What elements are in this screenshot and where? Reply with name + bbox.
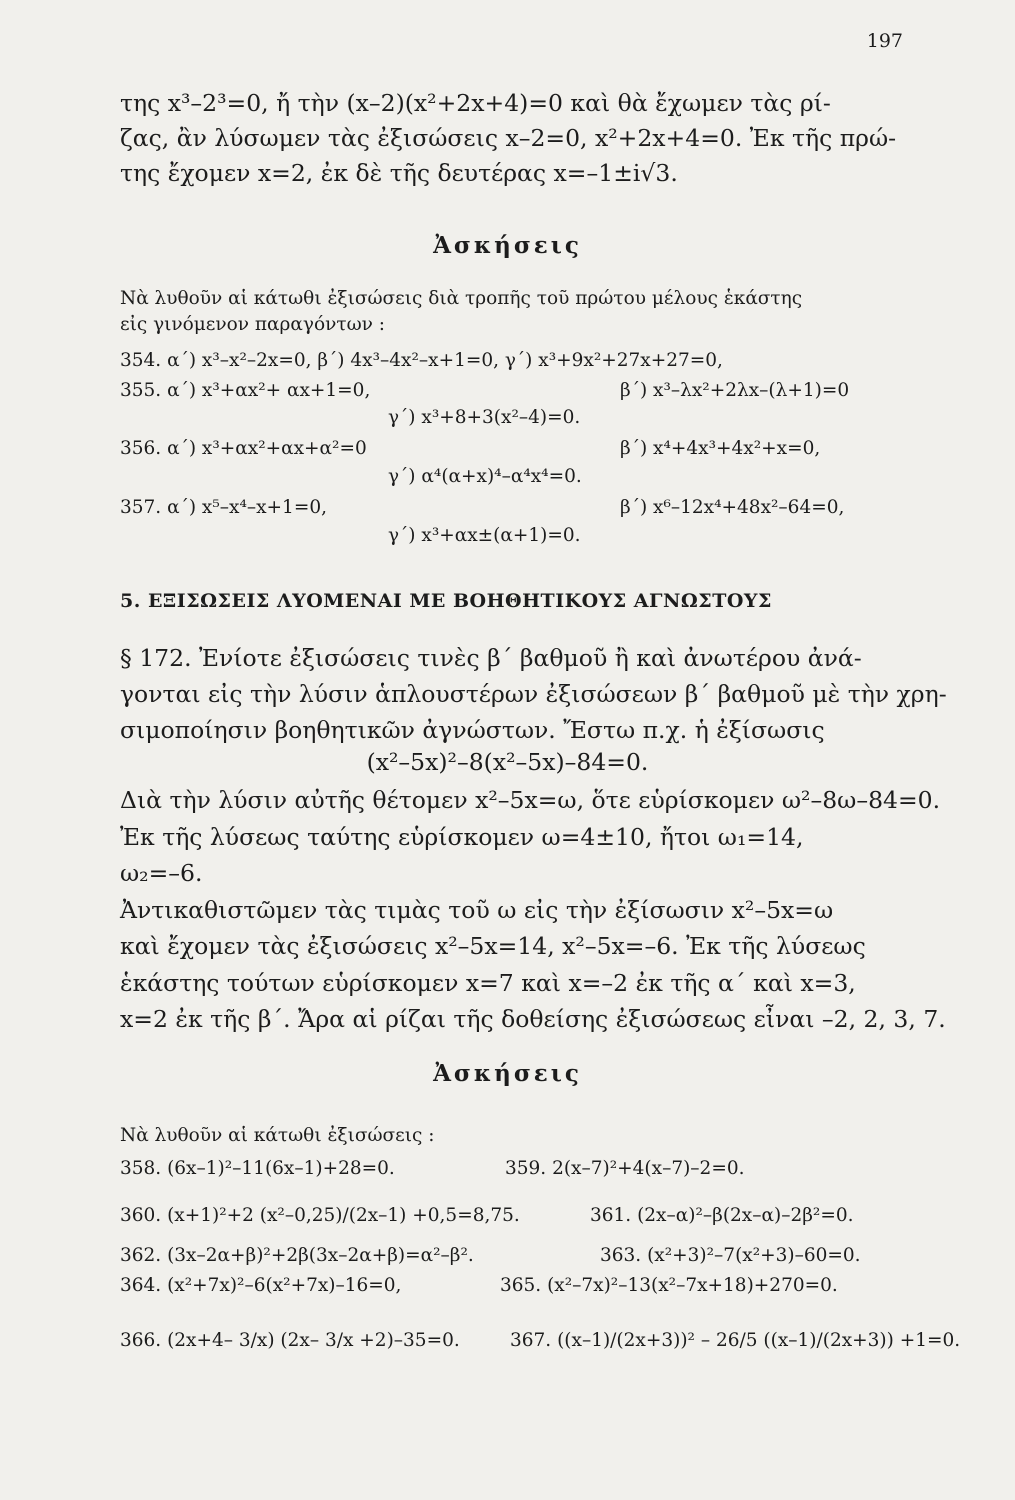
exercise-right: γ΄) α⁴(α+x)⁴–α⁴x⁴=0. (388, 466, 582, 487)
exercise-row (120, 1330, 961, 1351)
instruction-line: Νὰ λυθοῦν αἱ κάτωθι ἐξισώσεις διὰ τροπῆς τοῦ πρώτου μέλους ἑκάστης (120, 288, 803, 309)
paragraph-line: καὶ ἔχομεν τὰς ἐξισώσεις x²–5x=14, x²–5x=–6. Ἐκ τῆς λύσεως (120, 932, 866, 960)
exercise-row (120, 350, 930, 371)
exercise-left: 354. α΄) x³–x²–2x=0, β΄) 4x³–4x²–x+1=0, γ΄) x³+9x²+27x+27=0, (120, 350, 723, 371)
exercise-right: 367. ((x–1)/(2x+3))² – 26/5 ((x–1)/(2x+3)) +1=0. (510, 1330, 961, 1351)
exercise-instruction: Νὰ λυθοῦν αἱ κάτωθι ἐξισώσεις : (120, 1125, 435, 1146)
paragraph-line: § 172. Ἐνίοτε ἐξισώσεις τινὲς β΄ βαθμοῦ ἢ καὶ ἀνωτέρου ἀνά- (120, 644, 862, 672)
intro-line: της ἔχομεν x=2, ἐκ δὲ τῆς δευτέρας x=–1±i√3. (120, 159, 678, 187)
exercise-row (120, 497, 930, 518)
exercise-row (120, 438, 930, 459)
exercise-left: 366. (2x+4– 3/x) (2x– 3/x +2)–35=0. (120, 1330, 460, 1351)
paragraph-line: x=2 ἐκ τῆς β΄. Ἄρα αἱ ρίζαι τῆς δοθείσης ἐξισώσεως εἶναι –2, 2, 3, 7. (120, 1005, 946, 1033)
exercise-left: 360. (x+1)²+2 (x²–0,25)/(2x–1) +0,5=8,75. (120, 1205, 520, 1226)
exercise-left: 362. (3x–2α+β)²+2β(3x–2α+β)=α²–β². (120, 1245, 474, 1266)
intro-line: της x³–2³=0, ἤ τὴν (x–2)(x²+2x+4)=0 καὶ θὰ ἔχωμεν τὰς ρί- (120, 89, 831, 117)
exercises-heading: Ἀσκήσεις (433, 232, 582, 259)
exercise-row (120, 1158, 930, 1179)
example-equation: (x²–5x)²–8(x²–5x)–84=0. (366, 748, 649, 776)
exercise-right: 365. (x²–7x)²–13(x²–7x+18)+270=0. (500, 1275, 838, 1296)
page-number: 197 (866, 30, 903, 52)
paragraph-line: Διὰ τὴν λύσιν αὐτῆς θέτομεν x²–5x=ω, ὅτε εὑρίσκομεν ω²–8ω–84=0. (120, 786, 941, 814)
exercise-row (120, 1245, 930, 1266)
paragraph-172-continued (120, 782, 946, 1038)
paragraph-line: Ἐκ τῆς λύσεως ταύτης εὑρίσκομεν ω=4±10, ἤτοι ω₁=14, (120, 822, 804, 851)
instruction-line: εἰς γινόμενον παραγόντων : (120, 314, 386, 335)
section-title: 5. ΕΞΙΣΩΣΕΙΣ ΛΥΟΜΕΝΑΙ ΜΕ ΒΟΗΘΗΤΙΚΟΥΣ ΑΓΝΩΣΤΟΥΣ (120, 590, 772, 612)
exercise-row (120, 1275, 930, 1296)
exercise-right: β΄) x⁴+4x³+4x²+x=0, (620, 438, 821, 459)
exercise-right: γ΄) x³+αx±(α+1)=0. (388, 525, 581, 546)
intro-paragraph (120, 86, 920, 191)
exercise-left: 356. α΄) x³+αx²+αx+α²=0 (120, 438, 367, 459)
paragraph-line: Ἀντικαθιστῶμεν τὰς τιμὰς τοῦ ω εἰς τὴν ἐξίσωσιν x²–5x=ω (120, 895, 834, 924)
paragraph-line: ω₂=–6. (120, 859, 203, 887)
intro-line: ζας, ἂν λύσωμεν τὰς ἐξισώσεις x–2=0, x²+2x+4=0. Ἐκ τῆς πρώ- (120, 124, 897, 152)
exercise-right: γ΄) x³+8+3(x²–4)=0. (388, 407, 581, 428)
exercise-right: 363. (x²+3)²–7(x²+3)–60=0. (600, 1245, 861, 1266)
paragraph-172 (120, 640, 947, 748)
paragraph-line: γονται εἰς τὴν λύσιν ἁπλουστέρων ἐξισώσεων β΄ βαθμοῦ μὲ τὴν χρη- (120, 680, 947, 708)
exercise-row (120, 1205, 930, 1226)
exercise-left: 355. α΄) x³+αx²+ αx+1=0, (120, 380, 371, 401)
exercise-right: 361. (2x–α)²–β(2x–α)–2β²=0. (590, 1205, 854, 1226)
exercise-left: 357. α΄) x⁵–x⁴–x+1=0, (120, 497, 327, 518)
exercise-right: 359. 2(x–7)²+4(x–7)–2=0. (505, 1158, 745, 1179)
exercises-heading: Ἀσκήσεις (433, 1060, 582, 1087)
paragraph-line: σιμοποίησιν βοηθητικῶν ἀγνώστων. Ἔστω π.χ. ἡ ἐξίσωσις (120, 716, 825, 744)
exercise-right: β΄) x³–λx²+2λx–(λ+1)=0 (620, 380, 850, 401)
exercise-row (120, 380, 930, 401)
exercise-instruction (120, 286, 930, 338)
paragraph-line: ἑκάστης τούτων εὑρίσκομεν x=7 καὶ x=–2 ἐκ τῆς α΄ καὶ x=3, (120, 968, 856, 997)
exercise-left: 364. (x²+7x)²–6(x²+7x)–16=0, (120, 1275, 402, 1296)
exercise-left: 358. (6x–1)²–11(6x–1)+28=0. (120, 1158, 395, 1179)
exercise-right: β΄) x⁶–12x⁴+48x²–64=0, (620, 497, 845, 518)
